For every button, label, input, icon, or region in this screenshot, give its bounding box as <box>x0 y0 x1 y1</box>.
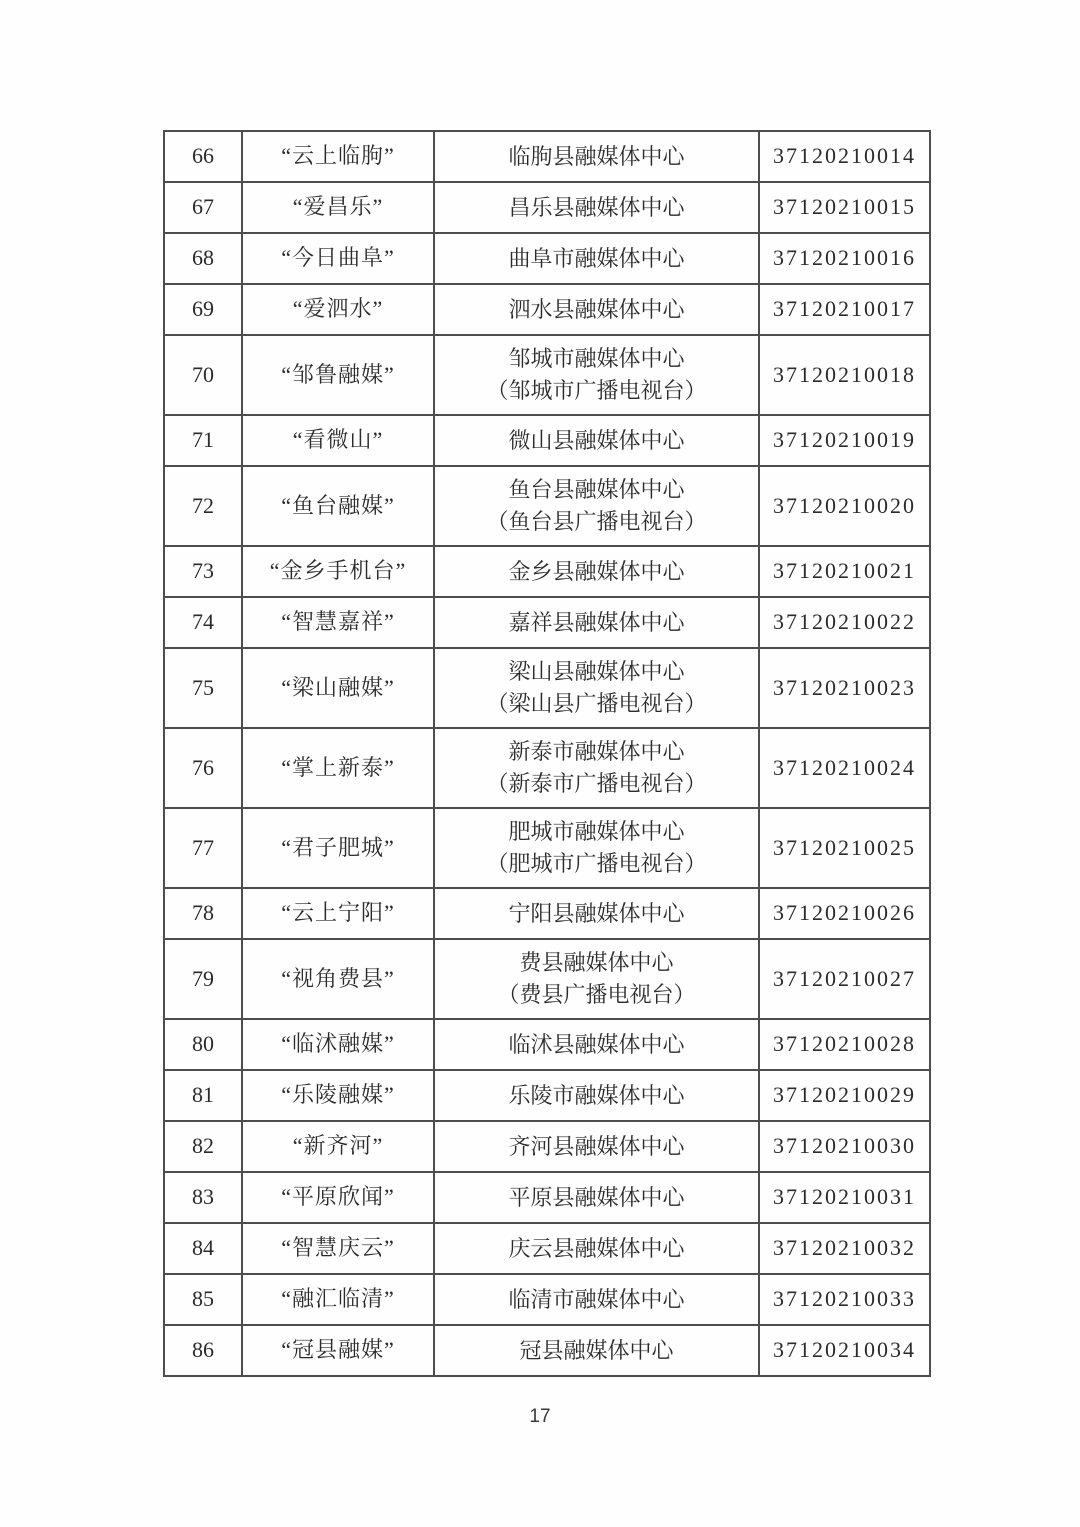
cell-app-name: “冠县融媒” <box>242 1325 434 1376</box>
cell-row-index: 70 <box>164 335 242 415</box>
table-row <box>164 648 930 728</box>
cell-row-index: 80 <box>164 1019 242 1070</box>
cell-license-number: 37120210026 <box>759 888 930 939</box>
table-row <box>164 1070 930 1121</box>
cell-row-index: 74 <box>164 597 242 648</box>
cell-row-index: 66 <box>164 131 242 182</box>
org-line-1: 临沭县融媒体中心 <box>508 1031 685 1057</box>
cell-app-name: “看微山” <box>242 415 434 466</box>
cell-license-number: 37120210033 <box>759 1274 930 1325</box>
table-row <box>164 233 930 284</box>
cell-row-index: 81 <box>164 1070 242 1121</box>
cell-row-index: 79 <box>164 939 242 1019</box>
cell-org-name <box>434 1019 759 1070</box>
cell-org-name <box>434 335 759 415</box>
cell-org-name <box>434 284 759 335</box>
cell-app-name: “临沭融媒” <box>242 1019 434 1070</box>
cell-org-name <box>434 233 759 284</box>
cell-license-number: 37120210016 <box>759 233 930 284</box>
cell-license-number: 37120210021 <box>759 546 930 597</box>
cell-org-name <box>434 1274 759 1325</box>
cell-row-index: 85 <box>164 1274 242 1325</box>
cell-org-name <box>434 182 759 233</box>
cell-org-name <box>434 808 759 888</box>
cell-license-number: 37120210024 <box>759 728 930 808</box>
org-line-2: （费县广播电视台） <box>497 982 696 1007</box>
org-line-2: （肥城市广播电视台） <box>486 851 707 876</box>
cell-app-name: “智慧嘉祥” <box>242 597 434 648</box>
table-row <box>164 888 930 939</box>
table-row <box>164 808 930 888</box>
org-line-1: 鱼台县融媒体中心 <box>508 477 685 503</box>
cell-app-name: “云上宁阳” <box>242 888 434 939</box>
cell-app-name: “鱼台融媒” <box>242 466 434 546</box>
cell-row-index: 69 <box>164 284 242 335</box>
license-table-body <box>164 131 930 1376</box>
cell-license-number: 37120210015 <box>759 182 930 233</box>
cell-license-number: 37120210027 <box>759 939 930 1019</box>
cell-row-index: 86 <box>164 1325 242 1376</box>
cell-row-index: 72 <box>164 466 242 546</box>
org-line-1: 梁山县融媒体中心 <box>508 659 685 685</box>
cell-org-name <box>434 546 759 597</box>
table-row <box>164 131 930 182</box>
cell-app-name: “平原欣闻” <box>242 1172 434 1223</box>
cell-org-name <box>434 131 759 182</box>
org-line-1: 齐河县融媒体中心 <box>508 1133 685 1159</box>
cell-license-number: 37120210031 <box>759 1172 930 1223</box>
org-line-1: 肥城市融媒体中心 <box>508 819 685 845</box>
cell-license-number: 37120210019 <box>759 415 930 466</box>
cell-row-index: 68 <box>164 233 242 284</box>
org-line-2: （邹城市广播电视台） <box>486 378 707 403</box>
cell-org-name <box>434 1325 759 1376</box>
cell-license-number: 37120210020 <box>759 466 930 546</box>
table-row <box>164 1223 930 1274</box>
table-row <box>164 1325 930 1376</box>
cell-app-name: “爱泗水” <box>242 284 434 335</box>
cell-row-index: 76 <box>164 728 242 808</box>
org-line-2: （梁山县广播电视台） <box>486 691 707 716</box>
license-table <box>163 130 931 1377</box>
cell-org-name <box>434 1223 759 1274</box>
org-line-1: 临清市融媒体中心 <box>508 1286 685 1312</box>
cell-license-number: 37120210028 <box>759 1019 930 1070</box>
cell-license-number: 37120210018 <box>759 335 930 415</box>
table-row <box>164 546 930 597</box>
org-line-1: 新泰市融媒体中心 <box>508 739 685 765</box>
cell-license-number: 37120210023 <box>759 648 930 728</box>
cell-row-index: 82 <box>164 1121 242 1172</box>
table-row <box>164 466 930 546</box>
cell-license-number: 37120210032 <box>759 1223 930 1274</box>
cell-app-name: “乐陵融媒” <box>242 1070 434 1121</box>
cell-org-name <box>434 1121 759 1172</box>
table-row <box>164 597 930 648</box>
cell-org-name <box>434 597 759 648</box>
org-line-1: 平原县融媒体中心 <box>508 1184 685 1210</box>
org-line-1: 曲阜市融媒体中心 <box>508 245 685 271</box>
cell-app-name: “智慧庆云” <box>242 1223 434 1274</box>
cell-app-name: “新齐河” <box>242 1121 434 1172</box>
cell-app-name: “爱昌乐” <box>242 182 434 233</box>
page-number: 17 <box>529 1406 551 1427</box>
table-row <box>164 415 930 466</box>
cell-org-name <box>434 415 759 466</box>
org-line-1: 冠县融媒体中心 <box>519 1337 674 1363</box>
cell-app-name: “掌上新泰” <box>242 728 434 808</box>
cell-row-index: 83 <box>164 1172 242 1223</box>
cell-app-name: “君子肥城” <box>242 808 434 888</box>
table-row <box>164 1121 930 1172</box>
org-line-1: 泗水县融媒体中心 <box>508 296 685 322</box>
table-row <box>164 1019 930 1070</box>
org-line-2: （新泰市广播电视台） <box>486 771 707 796</box>
org-line-1: 金乡县融媒体中心 <box>508 558 685 584</box>
cell-org-name <box>434 648 759 728</box>
table-row <box>164 1274 930 1325</box>
cell-org-name <box>434 1172 759 1223</box>
org-line-1: 邹城市融媒体中心 <box>508 346 685 372</box>
cell-row-index: 71 <box>164 415 242 466</box>
cell-org-name <box>434 1070 759 1121</box>
cell-org-name <box>434 466 759 546</box>
org-line-1: 宁阳县融媒体中心 <box>508 900 685 926</box>
cell-app-name: “视角费县” <box>242 939 434 1019</box>
table-row <box>164 182 930 233</box>
cell-row-index: 67 <box>164 182 242 233</box>
cell-row-index: 84 <box>164 1223 242 1274</box>
cell-license-number: 37120210017 <box>759 284 930 335</box>
cell-row-index: 77 <box>164 808 242 888</box>
cell-row-index: 73 <box>164 546 242 597</box>
table-row <box>164 728 930 808</box>
cell-org-name <box>434 888 759 939</box>
org-line-2: （鱼台县广播电视台） <box>486 509 707 534</box>
cell-org-name <box>434 728 759 808</box>
org-line-1: 微山县融媒体中心 <box>508 427 685 453</box>
cell-license-number: 37120210025 <box>759 808 930 888</box>
org-line-1: 嘉祥县融媒体中心 <box>508 609 685 635</box>
table-row <box>164 284 930 335</box>
table-row <box>164 939 930 1019</box>
cell-license-number: 37120210014 <box>759 131 930 182</box>
cell-license-number: 37120210030 <box>759 1121 930 1172</box>
cell-license-number: 37120210022 <box>759 597 930 648</box>
cell-license-number: 37120210029 <box>759 1070 930 1121</box>
cell-row-index: 78 <box>164 888 242 939</box>
org-line-1: 乐陵市融媒体中心 <box>508 1082 685 1108</box>
cell-app-name: “今日曲阜” <box>242 233 434 284</box>
cell-app-name: “邹鲁融媒” <box>242 335 434 415</box>
org-line-1: 临朐县融媒体中心 <box>508 143 685 169</box>
cell-org-name <box>434 939 759 1019</box>
table-row <box>164 335 930 415</box>
table-row <box>164 1172 930 1223</box>
cell-license-number: 37120210034 <box>759 1325 930 1376</box>
cell-app-name: “融汇临清” <box>242 1274 434 1325</box>
org-line-1: 费县融媒体中心 <box>519 950 674 976</box>
cell-app-name: “梁山融媒” <box>242 648 434 728</box>
cell-app-name: “金乡手机台” <box>242 546 434 597</box>
org-line-1: 庆云县融媒体中心 <box>508 1235 685 1261</box>
cell-app-name: “云上临朐” <box>242 131 434 182</box>
org-line-1: 昌乐县融媒体中心 <box>508 194 685 220</box>
cell-row-index: 75 <box>164 648 242 728</box>
